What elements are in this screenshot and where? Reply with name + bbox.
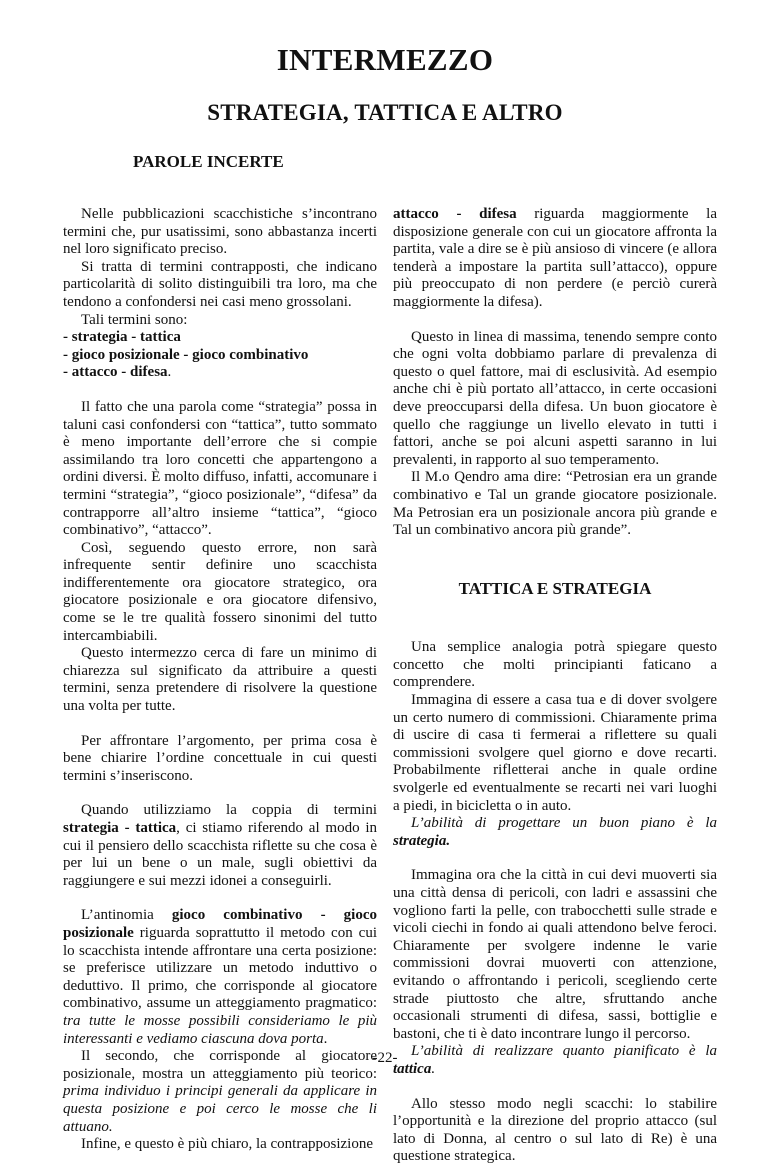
paragraph: Quando utilizziamo la coppia di termini strategia - tattica, ci stiamo riferendo al modo in cui il pensiero dello scacchista riflette su che cosa è per lui un bene o un male, sugli obiettivi da raggiungere e sui mezzi idonei a conseguirli.	[63, 802, 378, 889]
paragraph: Questo in linea di massima, tenendo sempre conto che ogni volta dobbiamo parlare di prevalenza di questo o quel fattore, mai di esclusività. Ad esempio anche chi è più portato all’attacco, in certe occasioni deve preoccuparsi della difesa. Un buon giocatore è quello che raggiunge un livello elevato in tutti i fattori, anche se poi alcuni aspetti saranno in lui prevalenti, in rapporto al suo temperamento.	[393, 328, 717, 468]
paragraph: Il fatto che una parola come “strategia” possa in taluni casi confondersi con “tattica”, tutto sommato è meno importante dell’errore che si compie assimilando tra loro concetti che appartengono a ordini diversi. È molto diffuso, infatti, accomunare i termini “strategia”, “gioco posizionale”, “difesa” da contrapporre all’altro insieme “tattica”, “gioco combinativo”, “attacco”.	[63, 398, 377, 539]
paragraph: Il M.o Qendro ama dire: “Petrosian era un grande combinativo e Tal un grande giocatore posizionale. Ma Petrosian era un posizionale ancora più grande e Tal un combinativo ancora più grande”.	[393, 469, 717, 539]
page-number: -22-	[372, 1050, 398, 1066]
paragraph: attacco - difesa riguarda maggiormente la disposizione generale con cui un giocatore affronta la partita, vale a dire se è più ansioso di vincere (e allora tenderà a impostare la partita sull’attacco), oppure più preoccupato di non perdere (e perciò curerà maggiormente la difesa).	[393, 206, 717, 310]
paragraph: Allo stesso modo negli scacchi: lo stabilire l’opportunità e la direzione del proprio attacco (sul lato di Donna, al centro o sul lato di Re) è una questione strategica.	[393, 1095, 717, 1165]
right-column	[393, 206, 717, 1166]
paragraph: Immagina ora che la città in cui devi muoverti sia una città densa di pericoli, con ladri e assassini che vogliono farti la pelle, con trabocchetti sulle strade e vicoli ciechi in fondo ai quali attendono belve feroci. Chiaramente per svolgere indenne le varie commissioni dovrai muoverti con attenzione, evitando o affrontando i pericoli, scegliendo certe strade piuttosto che altre, sfruttando anche occasionali strumenti di difesa, sassi, bottiglie e bastoni, che ti è dato incontrare lungo il percorso.	[393, 867, 717, 1042]
list-item: - strategia - tattica	[63, 329, 181, 346]
section-title-tattica-e-strategia: TATTICA E STRATEGIA	[458, 578, 652, 598]
paragraph: Così, seguendo questo errore, non sarà infrequente sentir definire uno scacchista indifferentemente ora giocatore strategico, ora giocatore posizionale e ora giocatore difensivo, come se le tre qualità fossero sinonimi del tutto intercambiabili.	[63, 539, 377, 644]
paragraph: Tali termini sono:	[81, 311, 188, 328]
page-subtitle: STRATEGIA, TATTICA E ALTRO	[207, 100, 563, 125]
terms-list	[63, 329, 377, 382]
paragraph: Per affrontare l’argomento, per prima cosa è bene chiarire l’ordine concettuale in cui questi termini s’inseriscono.	[63, 732, 377, 784]
paragraph: Immagina di essere a casa tua e di dover svolgere un certo numero di commissioni. Chiaramente prima di uscire di casa ti fermerai a riflettere su quali commissioni svolgere quel giorno e dove recarti. Probabilmente rifletterai anche in quale ordine svolgerle ed eventualmente se recarti nei vari luoghi a piedi, in bicicletta o in auto.	[393, 692, 717, 814]
paragraph: Si tratta di termini contrapposti, che indicano particolarità di solito distinguibili tra loro, ma che tendono a confondersi nei casi meno grossolani.	[63, 258, 377, 310]
paragraph: Infine, e questo è più chiaro, la contrapposizione	[81, 1136, 373, 1153]
paragraph: L’antinomia gioco combinativo - gioco posizionale riguarda soprattutto il metodo con cui lo scacchista intende affrontare una certa posizione: se preferisce utilizzare un metodo induttivo o deduttivo. Il primo, che corrisponde al giocatore combinativo, assume un atteggiamento pragmatico: tra tutte le mosse possibili consideriamo le più interessanti e vediamo ciascuna dova porta.	[63, 907, 377, 1047]
page-title: INTERMEZZO	[276, 42, 494, 77]
paragraph: L’abilità di realizzare quanto pianificato è la tattica.	[393, 1043, 717, 1077]
list-item: - attacco - difesa.	[63, 364, 172, 381]
paragraph: L’abilità di progettare un buon piano è la strategia.	[393, 815, 717, 849]
paragraph: Questo intermezzo cerca di fare un minimo di chiarezza sul significato da attribuire a questi termini, senza pretendere di risolvere la questione una volta per tutte.	[63, 645, 377, 715]
section-title-parole-incerte: PAROLE INCERTE	[133, 152, 284, 171]
left-column	[63, 206, 377, 1154]
list-item: - gioco posizionale - gioco combinativo	[63, 346, 309, 363]
paragraph: Una semplice analogia potrà spiegare questo concetto che molti principianti faticano a comprendere.	[393, 639, 717, 691]
paragraph: Nelle pubblicazioni scacchistiche s’incontrano termini che, pur usatissimi, sono abbastanza incerti nel loro significato preciso.	[63, 206, 377, 258]
paragraph: Il secondo, che corrisponde al giocatore posizionale, mostra un atteggiamento più teorico: prima individuo i principi generali da applicare in questa posizione e poi cerco le mosse che li attuano.	[63, 1048, 377, 1135]
